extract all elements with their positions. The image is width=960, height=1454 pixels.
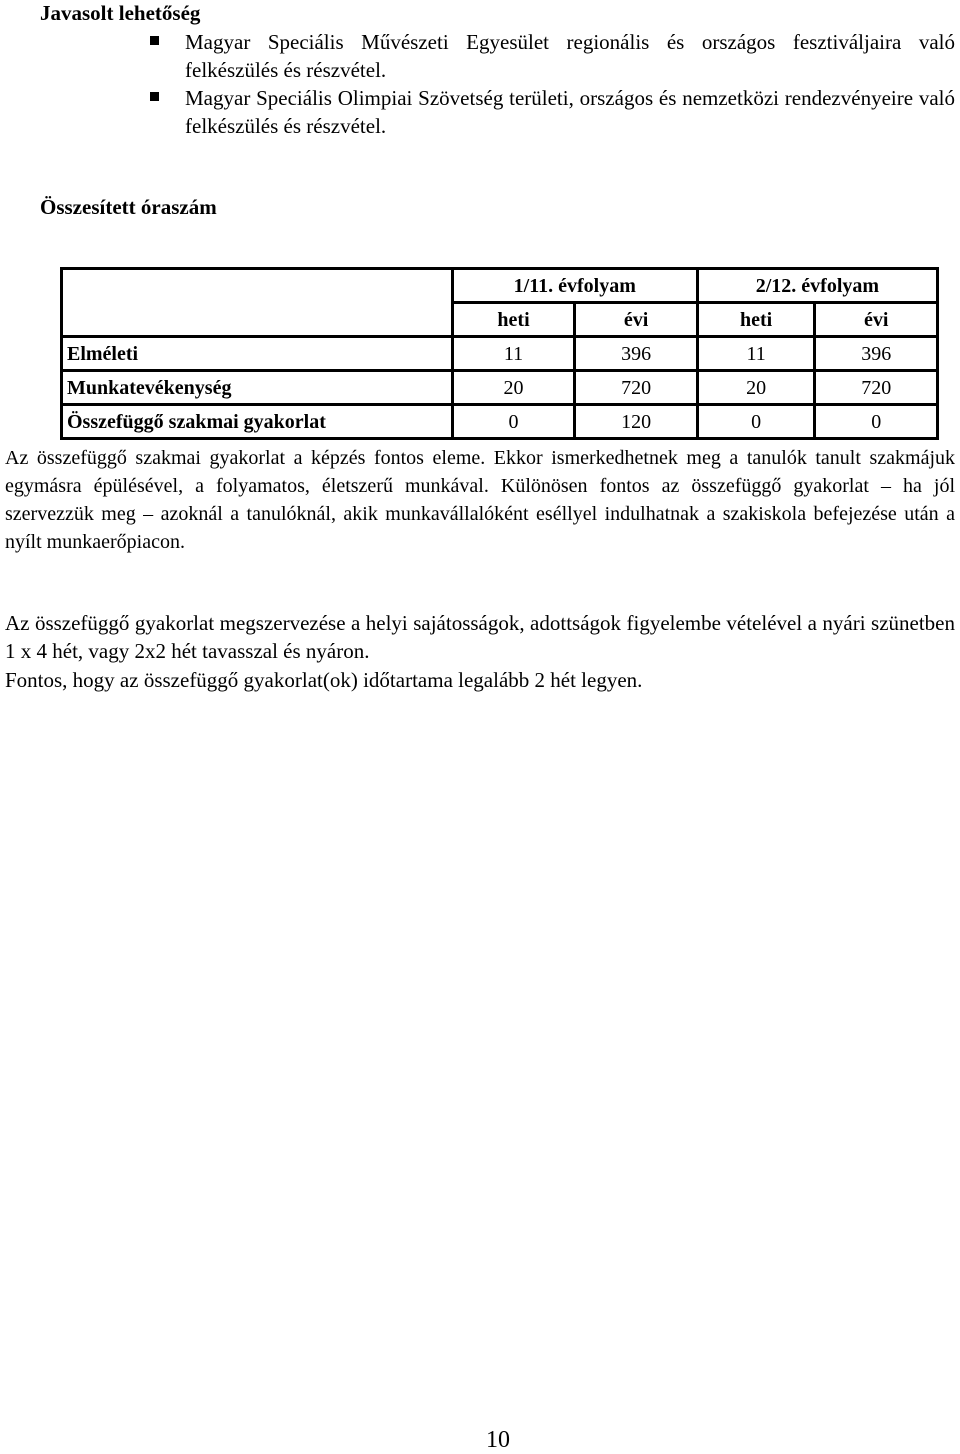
table-cell: 720	[815, 371, 938, 405]
section-title: Összesített óraszám	[40, 195, 217, 219]
bullet-text: Magyar Speciális Olimpiai Szövetség területi, országos és nemzetközi rendezvényeire való felkészülés és részvétel.	[185, 86, 955, 138]
table-cell: 396	[815, 337, 938, 371]
table-cell: 11	[452, 337, 575, 371]
bullet-text: Magyar Speciális Művészeti Egyesület regionális és országos fesztiváljaira való felkészülés és részvétel.	[185, 30, 955, 82]
table-row	[62, 337, 938, 371]
subheader-heti: heti	[697, 303, 815, 337]
bullet-item	[150, 28, 955, 84]
grade1-header: 1/11. évfolyam	[452, 269, 697, 303]
table-cell: 396	[575, 337, 698, 371]
table-cell: 0	[452, 405, 575, 439]
bullet-item	[150, 84, 955, 140]
table-cell: 11	[697, 337, 815, 371]
row-label: Összefüggő szakmai gyakorlat	[62, 405, 453, 439]
paragraph-szervezes: Az összefüggő gyakorlat megszervezése a helyi sajátosságok, adottságok figyelembe vételével a nyári szünetben 1 x 4 hét, vagy 2x2 hét tavasszal és nyáron.	[5, 611, 955, 663]
table-cell: 20	[697, 371, 815, 405]
table-cell: 120	[575, 405, 698, 439]
row-label: Elméleti	[62, 337, 453, 371]
table-corner-cell	[62, 269, 453, 337]
square-bullet-icon	[150, 92, 159, 101]
table-cell: 720	[575, 371, 698, 405]
table-header-row	[62, 269, 938, 303]
bullet-list	[150, 28, 955, 140]
row-label: Munkatevékenység	[62, 371, 453, 405]
hours-table	[60, 267, 939, 440]
table-cell: 0	[697, 405, 815, 439]
grade2-header: 2/12. évfolyam	[697, 269, 937, 303]
paragraph-idotartam: Fontos, hogy az összefüggő gyakorlat(ok) időtartama legalább 2 hét legyen.	[5, 668, 643, 692]
subheader-evi: évi	[575, 303, 698, 337]
table-row	[62, 405, 938, 439]
subheader-heti: heti	[452, 303, 575, 337]
paragraph-gyakorlat: Az összefüggő szakmai gyakorlat a képzés fontos eleme. Ekkor ismerkedhetnek meg a tanulók tanult szakmájuk egymásra épülésével, a folyamatos, életszerű munkával. Különösen fontos az összefüggő gyakorlat – ha jól szervezzük meg – azoknál a tanulóknál, akik munkavállalóként eséllyel indulhatnak a szakiskola befejezése után a nyílt munkaerőpiacon.	[5, 447, 955, 553]
table-cell: 0	[815, 405, 938, 439]
table-row	[62, 371, 938, 405]
table-cell: 20	[452, 371, 575, 405]
subheader-evi: évi	[815, 303, 938, 337]
page-number: 10	[486, 1427, 510, 1453]
square-bullet-icon	[150, 36, 159, 45]
heading-javasolt: Javasolt lehetőség	[40, 1, 201, 25]
